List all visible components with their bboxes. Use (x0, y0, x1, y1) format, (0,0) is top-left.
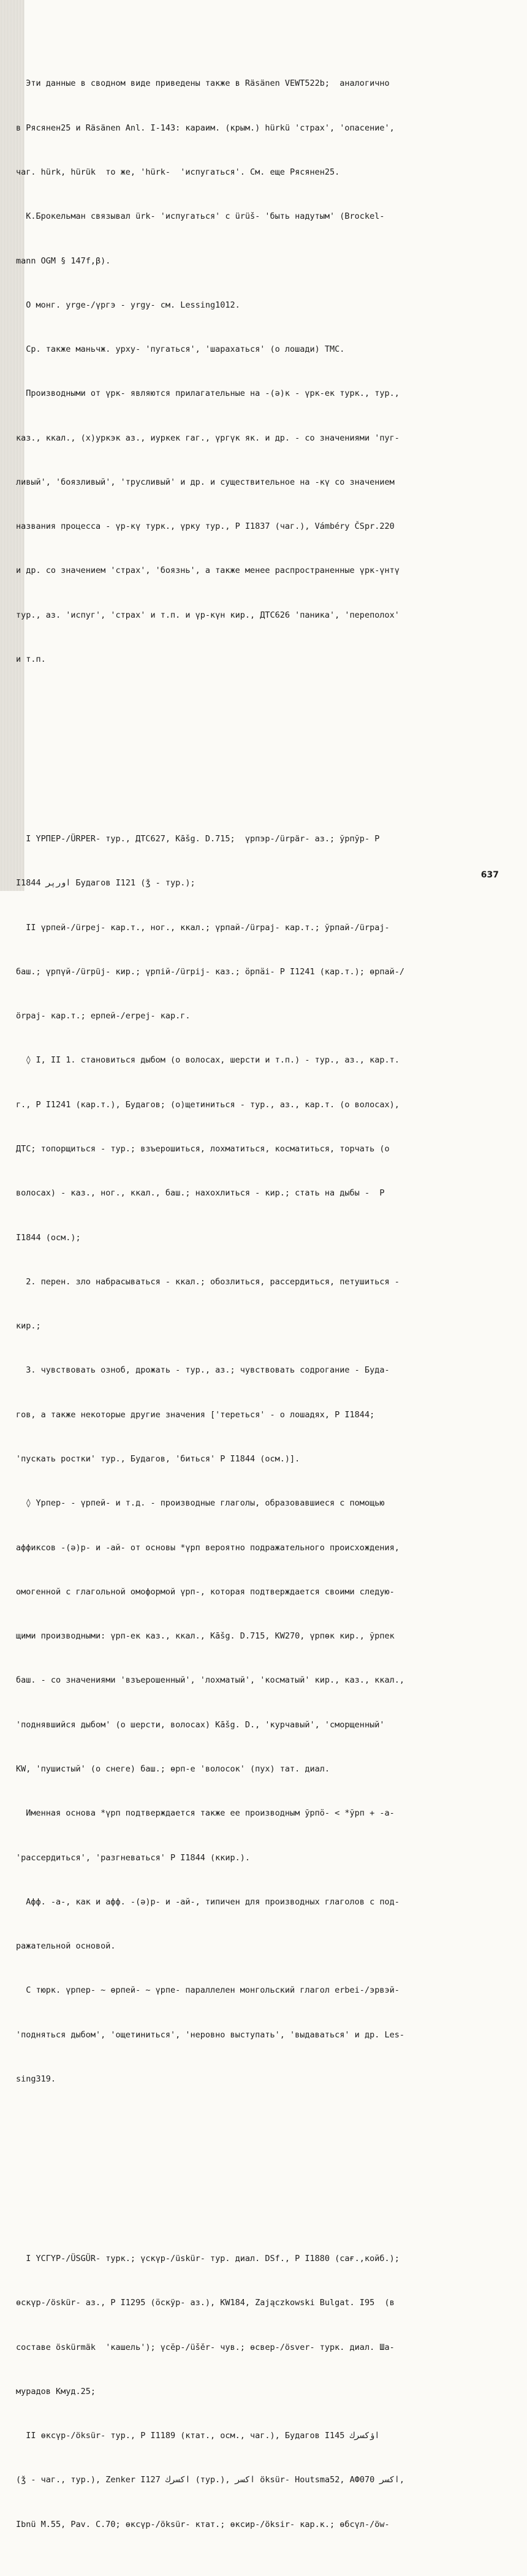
text-line: 'подняться дыбом', 'ощетиниться', 'неровно выступать', 'выдаваться' и др. Les- (16, 2029, 404, 2040)
text-line: аффиксов -(ə)р- и -ай- от основы *үрп вероятно подражательного происхождения, (16, 1542, 400, 1553)
text-line: щими производными: үрп-ек каз., ккал., Kāšg. D.715, KW270, үрпөк кир., ўрпек (16, 1631, 395, 1642)
text-line: ражательной основой. (16, 1941, 116, 1952)
text-line: Эти данные в сводном виде приведены также в Räsänen VEWT522b; аналогично (16, 78, 390, 89)
section-gap (16, 2161, 517, 2178)
text-line: II үрпей-/ürpej- кар.т., ног., ккал.; үрпай-/ürpaj- кар.т.; ўрпай-/ürpaj- (16, 922, 390, 933)
text-line: 'рассердиться', 'разгневаться' Р I1844 (ккир.). (16, 1852, 251, 1863)
text-line: örpaj- кар.т.; ерпей-/erpej- кар.г. (16, 1011, 191, 1021)
text-line: составе öskürmäk 'кашель'); үсӗр-/üšěr- чув.; өсвер-/ösver- турк. диал. Ша- (16, 2342, 395, 2352)
text-line: К.Брокельман связывал ürk- 'испугаться' с ürüš- 'быть надутым' (Brockel- (16, 211, 385, 222)
text-line: өскүр-/öskür- аз., Р I1295 (ӧскӱр- аз.), KW184, Zajączkowski Bulgat. I95 (в (16, 2298, 395, 2308)
text-line: Именная основа *үрп подтверждается также ее производным ўрпӧ- < *ўрп + -а- (16, 1808, 395, 1819)
text-line: 'поднявшийся дыбом' (о шерсти, волосах) Kāšg. D., 'курчавый', 'сморщенный' (16, 1719, 385, 1730)
text-line: mann OGM § 147f,β). (16, 256, 111, 266)
text-line: I ҮСГҮР-/ÜSGÜR- турк.; үскүр-/üskür- тур. диал. DSf., Р I1880 (сағ.,койб.); (16, 2253, 400, 2263)
text-line: Производными от үрк- являются прилагательные на -(ə)к - үрк-ек турк., тур., (16, 388, 400, 399)
entry-usgur (16, 2222, 517, 2561)
text-line: KW, 'пушистый' (о снеге) баш.; өрп-е 'волосок' (пух) тат. диал. (16, 1763, 330, 1774)
text-line: Ibnü M.55, Pav. C.70; өксүр-/öksür- ктат.; өксир-/öksir- кар.к.; өбсүл-/öw- (16, 2519, 390, 2529)
text-line: г., Р I1241 (кар.т.), Будагов; (о)щетиниться - тур., аз., кар.т. (о волосах), (16, 1099, 400, 1110)
text-line: sing319. (16, 2074, 56, 2084)
text-line: тур., аз. 'испуг', 'страх' и т.п. и үр-күн кир., ДТС626 'паника', 'переполох' (16, 610, 400, 620)
text-line: Ср. также маньчж. урху- 'пугаться', 'шарахаться' (о лошади) ТМС. (16, 344, 345, 355)
text-line: кир.; (16, 1321, 41, 1332)
text-line: 3. чувствовать озноб, дрожать - тур., аз.; чувствовать содрогание - Буда- (16, 1365, 390, 1376)
text-line: Афф. -а-, как и афф. -(ə)р- и -ай-, типичен для производных глаголов с под- (16, 1896, 400, 1907)
text-line: и др. со значением 'страх', 'боязнь', а также менее распространенные үрк-үнтү (16, 566, 400, 576)
entry-urper (16, 802, 517, 2116)
text-line: ливый', 'боязливый', 'трусливый' и др. и существительное на -кү со значением (16, 477, 395, 487)
text-line: каз., ккал., (х)уркэк аз., иуркек гаг., үргүк як. и др. - со значениями 'пуг- (16, 433, 400, 443)
text-line: чаг. hürk, hürük то же, 'hürk- 'испугаться'. См. еще Рясянен25. (16, 167, 340, 177)
text-line: и т.п. (16, 654, 46, 665)
text-line: ◊ Үрпер- - үрпей- и т.д. - производные глаголы, образовавшиеся с помощью (16, 1498, 385, 1509)
text-line: I ҮРПЕР-/ÜRPER- тур., ДТС627, Kāšg. D.715; үрпэр-/ürpär- аз.; ўрпўр- Р (16, 834, 380, 844)
text-line: 2. перен. зло набрасываться - ккал.; обозлиться, рассердиться, петушиться - (16, 1276, 400, 1287)
text-line: мурадов Кмуд.25; (16, 2386, 96, 2396)
document-page (16, 17, 517, 2576)
text-line: гов, а также некоторые другие значения ['тереться' - о лошадях, Р I1844; (16, 1409, 375, 1420)
text-line: в Рясянен25 и Räsänen Anl. I-143: караим. (крым.) hürkü 'страх', 'опасение', (16, 123, 395, 133)
text-line: омогенной с глагольной омоформой үрп-, которая подтверждается своими следую- (16, 1586, 395, 1597)
text-line: баш.; үрпүй-/ürpüj- кир.; үрпій-/ürpij- каз.; ӧрпӓi- Р I1241 (кар.т.); өрпай-/ (16, 966, 404, 977)
text-line: ДТС; топорщиться - тур.; взъерошиться, лохматиться, косматиться, торчать (о (16, 1144, 390, 1154)
text-line: I1844 (осм.); (16, 1232, 81, 1243)
section-gap (16, 741, 517, 758)
text-line: О монг. yrge-/үргэ - yrgy- см. Lessing1012. (16, 300, 240, 310)
text-line: 'пускать ростки' тур., Будагов, 'биться' Р I1844 (осм.)]. (16, 1454, 300, 1464)
text-line: (ǯ - чаг., тур.), Zenker I127 اكسرك (тур.), اكسر öksür- Houtsma52, АФ070 اكسر, (16, 2475, 405, 2485)
text-line: названия процесса - үр-кү турк., үрку тур., Р I1837 (чаг.), Vámbéry ČSpr.220 (16, 521, 395, 532)
text-line: С тюрк. үрпер- ~ өрпей- ~ үрпе- параллелен монгольский глагол erbei-/эрвэй- (16, 1985, 400, 1996)
text-line: баш. - со значениями 'взъерошенный', 'лохматый', 'косматый' кир., каз., ккал., (16, 1675, 404, 1686)
paragraph-block-intro (16, 47, 517, 696)
text-line: II өксүр-/öksür- тур., Р I1189 (ктат., осм., чаг.), Будагов I145 اؤکسرك (16, 2431, 380, 2441)
page-number: 637 (480, 870, 499, 880)
text-line: волосах) - каз., ног., ккал., баш.; нахохлиться - кир.; стать на дыбы - Р (16, 1188, 385, 1199)
text-line: I1844 اورپر Будагов I121 (ǯ - тур.); (16, 878, 195, 888)
text-line: ◊ I, II 1. становиться дыбом (о волосах, шерсти и т.п.) - тур., аз., кар.т. (16, 1055, 400, 1066)
